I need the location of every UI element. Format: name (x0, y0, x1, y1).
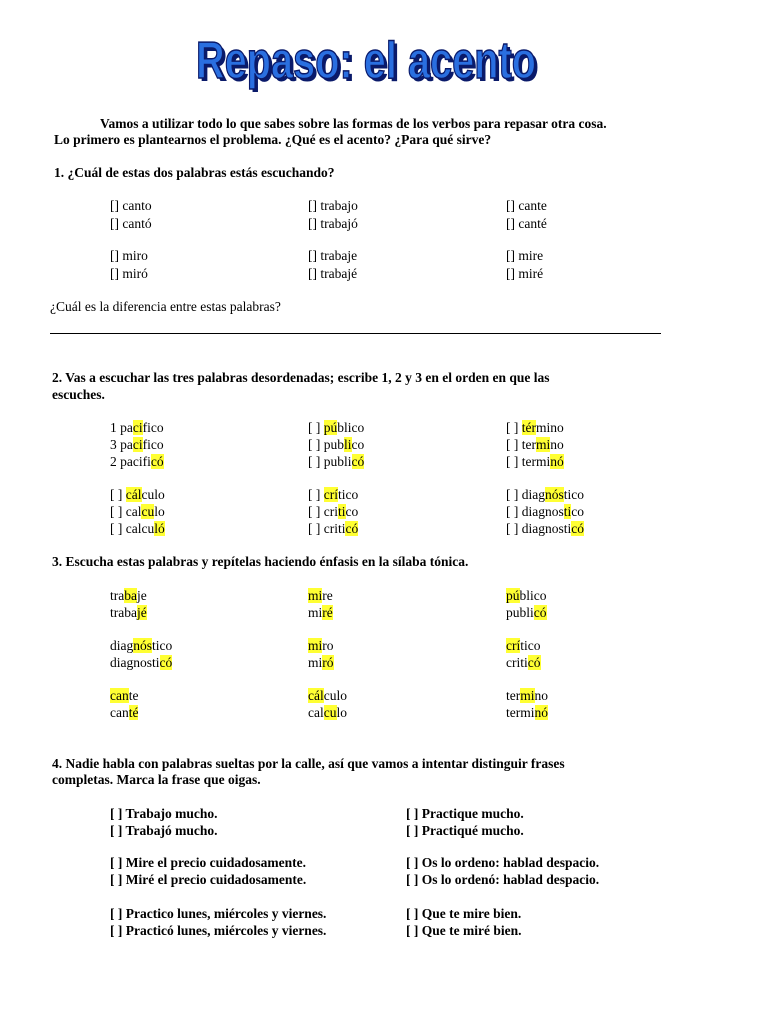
stressed-syllable: có (527, 655, 541, 670)
word-item: crítico (506, 638, 541, 653)
option-item: [ ] calculó (110, 521, 165, 536)
word-item: cante (110, 688, 139, 703)
word-item: mire (308, 588, 333, 603)
question-3-heading: 3. Escucha estas palabras y repítelas haciendo énfasis en la sílaba tónica. (52, 554, 469, 569)
sentence-option: [ ] Practico lunes, miércoles y viernes. (110, 906, 327, 921)
option-item: [ ] diagnosticó (506, 521, 584, 536)
word-item: miro (308, 638, 334, 653)
word-item: trabaje (110, 588, 147, 603)
option-item: [ ] termino (506, 437, 564, 452)
stressed-syllable: có (571, 521, 584, 536)
option-item: [ ] diagnóstico (506, 487, 584, 502)
stressed-syllable: ci (132, 420, 143, 435)
option-item: 2 pacificó (110, 454, 164, 469)
stressed-syllable: có (533, 605, 547, 620)
sentence-option: [ ] Practiqué mucho. (406, 823, 524, 838)
answer-line (50, 333, 661, 334)
stressed-syllable: ré (322, 605, 333, 620)
question-4-heading-line-2: completas. Marca la frase que oigas. (52, 772, 261, 787)
option-item: [] miro (110, 248, 148, 263)
option-item: [ ] publico (308, 437, 365, 452)
option-item: [ ] crítico (308, 487, 359, 502)
option-item: [ ] público (308, 420, 365, 435)
stressed-syllable: crí (323, 487, 338, 502)
stressed-syllable: có (150, 454, 164, 469)
stressed-syllable: có (345, 521, 359, 536)
sentence-option: [ ] Practique mucho. (406, 806, 524, 821)
stressed-syllable: cál (125, 487, 142, 502)
question-1-heading: 1. ¿Cuál de estas dos palabras estás escuchando? (54, 165, 335, 180)
word-item: terminó (506, 705, 548, 720)
option-item: [] trabaje (308, 248, 358, 263)
stressed-syllable: té (128, 705, 139, 720)
stressed-syllable: pú (323, 420, 338, 435)
stressed-syllable: có (351, 454, 365, 469)
option-item: 3 pacifico (110, 437, 164, 452)
sentence-option: [ ] Miré el precio cuidadosamente. (110, 872, 307, 887)
sentence-option: [ ] Mire el precio cuidadosamente. (110, 855, 306, 870)
question-4-heading-line-1: 4. Nadie habla con palabras sueltas por la calle, así que vamos a intentar distinguir frases (52, 756, 565, 771)
intro-line-1: Vamos a utilizar todo lo que sabes sobre las formas de los verbos para repasar otra cosa. (100, 116, 607, 131)
word-item: diagnóstico (110, 638, 173, 653)
stressed-syllable: mi (308, 588, 323, 603)
option-item: [ ] cálculo (110, 487, 165, 502)
sentence-option: [ ] Que te miré bien. (406, 923, 522, 938)
stressed-syllable: jé (136, 605, 147, 620)
stressed-syllable: tér (521, 420, 536, 435)
option-item: [] cantó (110, 216, 152, 231)
stressed-syllable: can (110, 688, 129, 703)
stressed-syllable: ló (154, 521, 165, 536)
stressed-syllable: cu (141, 504, 155, 519)
word-item: miré (308, 605, 333, 620)
word-item: cálculo (308, 688, 347, 703)
option-item: [ ] calculo (110, 504, 165, 519)
question-1-prompt: ¿Cuál es la diferencia entre estas palabras? (50, 299, 281, 314)
stressed-syllable: mi (520, 688, 535, 703)
stressed-syllable: có (159, 655, 173, 670)
stressed-syllable: nó (534, 705, 548, 720)
option-item: [ ] diagnostico (506, 504, 585, 519)
stressed-syllable: cál (308, 688, 324, 703)
option-item: [] mire (506, 248, 544, 263)
option-item: [ ] terminó (506, 454, 564, 469)
worksheet-title (186, 18, 546, 98)
stressed-syllable: mi (535, 437, 551, 452)
stressed-syllable: ba (124, 588, 137, 603)
stressed-syllable: mi (308, 638, 323, 653)
stressed-syllable: cu (323, 705, 337, 720)
word-item: criticó (506, 655, 541, 670)
sentence-option: [ ] Que te mire bien. (406, 906, 522, 921)
word-item: calculo (308, 705, 348, 720)
option-item: [ ] critico (308, 504, 359, 519)
option-item: [] trabajé (308, 266, 358, 281)
option-item: [] miró (110, 266, 148, 281)
stressed-syllable: nó (550, 454, 564, 469)
stressed-syllable: ti (337, 504, 346, 519)
stressed-syllable: pú (506, 588, 520, 603)
option-item: [] miré (506, 266, 544, 281)
question-2-heading-line-2: escuches. (52, 387, 105, 402)
word-item: canté (110, 705, 139, 720)
svg-text:Repaso: el acento: Repaso: el acento (199, 35, 539, 93)
intro-line-2: Lo primero es plantearnos el problema. ¿Qué es el acento? ¿Para qué sirve? (54, 132, 492, 147)
option-item: [] trabajó (308, 216, 358, 231)
stressed-syllable: nós (133, 638, 153, 653)
option-item: [ ] término (506, 420, 564, 435)
word-item: termino (506, 688, 549, 703)
sentence-option: [ ] Trabajó mucho. (110, 823, 218, 838)
sentence-option: [ ] Os lo ordenó: hablad despacio. (406, 872, 600, 887)
stressed-syllable: crí (506, 638, 521, 653)
stressed-syllable: li (344, 437, 352, 452)
question-2-heading-line-1: 2. Vas a escuchar las tres palabras desordenadas; escribe 1, 2 y 3 en el orden en que las (52, 370, 550, 385)
option-item: [] trabajo (308, 198, 358, 213)
sentence-option: [ ] Practicó lunes, miércoles y viernes. (110, 923, 327, 938)
option-item: [ ] criticó (308, 521, 359, 536)
stressed-syllable: ró (322, 655, 334, 670)
word-item: público (506, 588, 547, 603)
option-item: [ ] publicó (308, 454, 365, 469)
sentence-option: [ ] Trabajo mucho. (110, 806, 218, 821)
stressed-syllable: ti (563, 504, 572, 519)
title-text: Repaso: el acento (196, 32, 536, 90)
stressed-syllable: nós (544, 487, 564, 502)
option-item: [] cante (506, 198, 547, 213)
option-item: 1 pacifico (110, 420, 164, 435)
stressed-syllable: ci (132, 437, 143, 452)
option-item: [] canté (506, 216, 547, 231)
word-item: trabajé (110, 605, 147, 620)
option-item: [] canto (110, 198, 152, 213)
word-item: miró (308, 655, 334, 670)
word-item: diagnosticó (110, 655, 173, 670)
sentence-option: [ ] Os lo ordeno: hablad despacio. (406, 855, 600, 870)
word-item: publicó (506, 605, 547, 620)
